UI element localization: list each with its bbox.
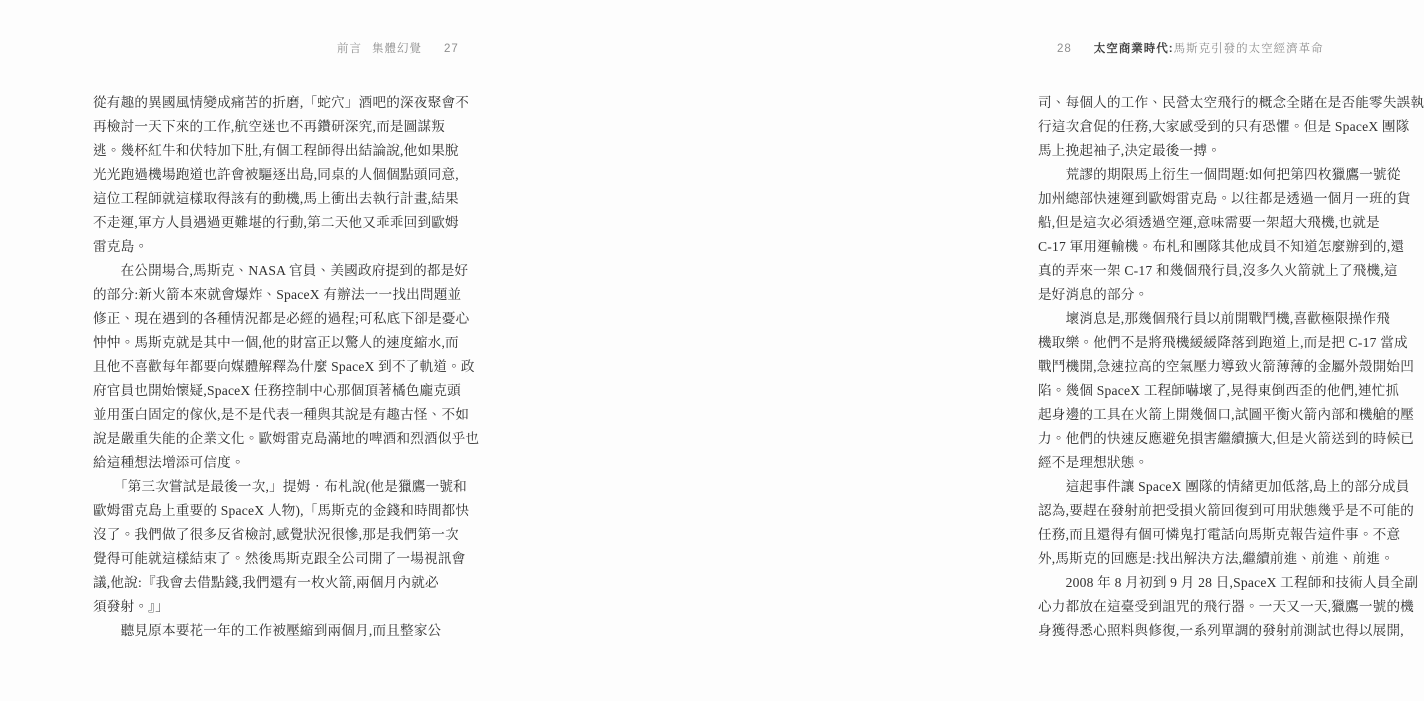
page-right: [500, 0, 1424, 701]
text-line: 歐姆雷克島上重要的 SpaceX 人物),「馬斯克的金錢和時間都快: [93, 503, 470, 518]
text-line: 府官員也開始懷疑,SpaceX 任務控制中心那個頂著橘色龐克頭: [93, 383, 461, 398]
text-line: 忡忡。馬斯克就是其中一個,他的財富正以驚人的速度縮水,而: [93, 335, 459, 350]
text-line: 從有趣的異國風情變成痛苦的折磨,「蛇穴」酒吧的深夜聚會不: [93, 95, 470, 110]
right-page-number: 28: [1057, 43, 1072, 55]
text-line: 荒謬的期限馬上衍生一個問題:如何把第四枚獵鷹一號從: [1038, 167, 1401, 182]
book-subtitle: 馬斯克引發的太空經濟革命: [1173, 43, 1324, 55]
text-line: 「第三次嘗試是最後一次,」提姆‧布札說(他是獵鷹一號和: [93, 479, 467, 494]
left-running-head: [337, 40, 459, 56]
text-line: 沒了。我們做了很多反省檢討,感覺狀況很慘,那是我們第一次: [93, 527, 459, 542]
text-line: 這起事件讓 SpaceX 團隊的情緒更加低落,島上的部分成員: [1038, 479, 1410, 494]
text-line: 聽見原本要花一年的工作被壓縮到兩個月,而且整家公: [93, 623, 442, 638]
text-line: 壞消息是,那幾個飛行員以前開戰鬥機,喜歡極限操作飛: [1038, 311, 1391, 326]
text-line: 不走運,軍方人員遇過更難堪的行動,第二天他又乖乖回到歐姆: [93, 215, 459, 230]
text-line: 修正、現在遇到的各種情況都是必經的過程;可私底下卻是憂心: [93, 311, 470, 326]
text-line: 馬上挽起袖子,決定最後一搏。: [1038, 143, 1221, 158]
text-line: 戰鬥機開,急速拉高的空氣壓力導致火箭薄薄的金屬外殼開始凹: [1038, 359, 1415, 374]
text-line: 逃。幾杯紅牛和伏特加下肚,有個工程師得出結論說,他如果脫: [93, 143, 459, 158]
text-line: 力。他們的快速反應避免損害繼續擴大,但是火箭送到的時候已: [1038, 431, 1415, 446]
text-line: 的部分:新火箭本來就會爆炸、SpaceX 有辦法一一找出問題並: [93, 287, 462, 302]
section-label: 前言: [337, 43, 362, 55]
text-line: 說是嚴重失能的企業文化。歐姆雷克島滿地的啤酒和烈酒似乎也: [93, 431, 480, 446]
text-line: 給這種想法增添可信度。: [93, 455, 245, 470]
text-line: 這位工程師就這樣取得該有的動機,馬上衝出去執行計畫,結果: [93, 191, 459, 206]
text-line: 機取樂。他們不是將飛機緩緩降落到跑道上,而是把 C-17 當成: [1038, 335, 1408, 350]
text-line: 船,但是這次必須透過空運,意味需要一架超大飛機,也就是: [1038, 215, 1380, 230]
text-line: 陷。幾個 SpaceX 工程師嚇壞了,晃得東倒西歪的他們,連忙抓: [1038, 383, 1400, 398]
text-line: 須發射。』」: [93, 599, 169, 614]
text-line: 認為,要趕在發射前把受損火箭回復到可用狀態幾乎是不可能的: [1038, 503, 1415, 518]
text-line: 再檢討一天下來的工作,航空迷也不再鑽研深究,而是圖謀叛: [93, 119, 446, 134]
left-page-number: 27: [444, 43, 459, 55]
text-line: 心力都放在這臺受到詛咒的飛行器。一天又一天,獵鷹一號的機: [1038, 599, 1415, 614]
text-line: 並用蛋白固定的傢伙,是不是代表一種與其說是有趣古怪、不如: [93, 407, 470, 422]
right-running-head: [1057, 40, 1324, 56]
text-line: 光光跑過機場跑道也許會被驅逐出島,同桌的人個個點頭同意,: [93, 167, 459, 182]
text-line: 司、每個人的工作、民營太空飛行的概念全賭在是否能零失誤執: [1038, 95, 1424, 110]
text-line: 起身邊的工具在火箭上開幾個口,試圖平衡火箭內部和機艙的壓: [1038, 407, 1415, 422]
text-line: 雷克島。: [93, 239, 149, 254]
text-line: 身獲得悉心照料與修復,一系列單調的發射前測試也得以展開,: [1038, 623, 1404, 638]
book-title: 太空商業時代:: [1093, 43, 1174, 55]
chapter-label: 集體幻覺: [372, 43, 422, 55]
text-line: 任務,而且還得有個可憐鬼打電話向馬斯克報告這件事。不意: [1038, 527, 1401, 542]
text-line: 且他不喜歡每年都要向媒體解釋為什麼 SpaceX 到不了軌道。政: [93, 359, 475, 374]
text-line: 行這次倉促的任務,大家感受到的只有恐懼。但是 SpaceX 團隊: [1038, 119, 1410, 134]
text-line: C-17 軍用運輸機。布札和團隊其他成員不知道怎麼辦到的,還: [1038, 239, 1405, 254]
text-line: 在公開場合,馬斯克、NASA 官員、美國政府提到的都是好: [93, 263, 469, 278]
text-line: 加州總部快速運到歐姆雷克島。以往都是透過一個月一班的貨: [1038, 191, 1411, 206]
text-line: 真的弄來一架 C-17 和幾個飛行員,沒多久火箭就上了飛機,這: [1038, 263, 1398, 278]
text-line: 覺得可能就這樣結束了。然後馬斯克跟全公司開了一場視訊會: [93, 551, 466, 566]
text-line: 經不是理想狀態。: [1038, 455, 1149, 470]
left-text-block: [93, 91, 480, 643]
text-line: 議,他說:『我會去借點錢,我們還有一枚火箭,兩個月內就必: [93, 575, 439, 590]
text-line: 外,馬斯克的回應是:找出解決方法,繼續前進、前進、前進。: [1038, 551, 1395, 566]
text-line: 是好消息的部分。: [1038, 287, 1149, 302]
page-left: [0, 0, 500, 701]
text-line: 2008 年 8 月初到 9 月 28 日,SpaceX 工程師和技術人員全副: [1038, 575, 1419, 590]
right-text-block: [1038, 91, 1424, 643]
